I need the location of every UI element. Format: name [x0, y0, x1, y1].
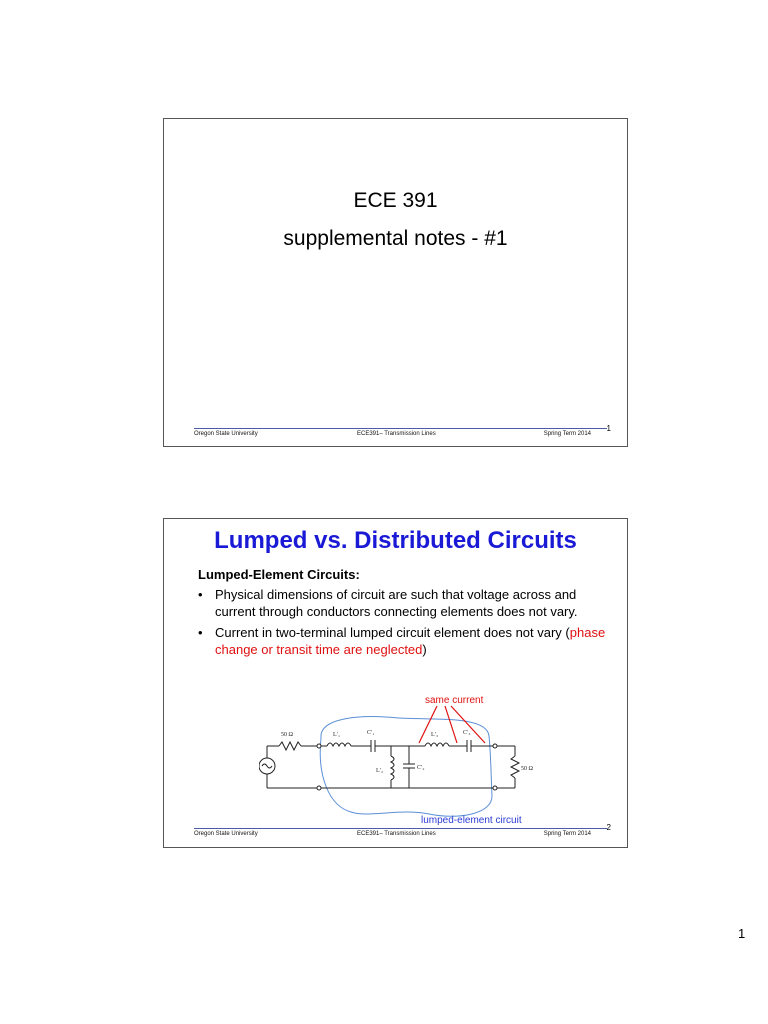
bullet-list [198, 586, 618, 662]
c3-label: C′₃ [463, 730, 471, 736]
slide-2-subheading: Lumped-Element Circuits: [198, 567, 360, 582]
slide-2-heading: Lumped vs. Distributed Circuits [214, 527, 577, 554]
lumped-circuit-diagram [259, 696, 539, 826]
c2-label: C′₂ [417, 765, 425, 771]
slide-1 [163, 118, 628, 447]
bullet-text-end: ) [422, 642, 427, 657]
bullet-item [198, 624, 618, 658]
l3-label: L′₃ [431, 732, 439, 738]
slide-1-number: 1 [606, 424, 611, 433]
bullet-text: Physical dimensions of circuit are such that voltage across and current through conductors connecting elements does not vary. [215, 587, 578, 619]
bullet-highlight: phase change or transit time are neglected [215, 625, 606, 657]
bullet-text: Current in two-terminal lumped circuit element does not vary ( [215, 625, 570, 640]
l1-label: L′₁ [333, 732, 341, 738]
footer-right: Spring Term 2014 [543, 831, 591, 837]
annotation-arrows [419, 706, 485, 743]
slide-1-footer-rule [194, 428, 607, 429]
slide-1-footer [164, 431, 627, 445]
slide-1-subtitle: supplemental notes - #1 [283, 227, 508, 250]
footer-left: Oregon State University [194, 431, 258, 437]
same-current-label: same current [425, 696, 484, 706]
bullet-dot: • [198, 587, 203, 602]
slide-2-number: 2 [606, 823, 611, 832]
bullet-item [198, 586, 618, 620]
slide-2-footer [164, 831, 627, 845]
l2-label: L′₂ [376, 768, 384, 774]
lumped-element-label: lumped-element circuit [421, 815, 522, 826]
footer-left: Oregon State University [194, 831, 258, 837]
load-resistor-label: 50 Ω [521, 766, 533, 772]
slide-1-title: ECE 391 [353, 189, 438, 212]
footer-center: ECE391– Transmission Lines [357, 831, 436, 837]
slide-2-footer-rule [194, 828, 607, 829]
component-labels [281, 730, 534, 774]
slide-2 [163, 518, 628, 848]
source-resistor-label: 50 Ω [281, 732, 293, 738]
c1-label: C′₁ [367, 730, 375, 736]
circuit-wires [259, 740, 519, 790]
footer-center: ECE391– Transmission Lines [357, 431, 436, 437]
page-number: 1 [738, 926, 746, 941]
footer-right: Spring Term 2014 [543, 431, 591, 437]
bullet-dot: • [198, 625, 203, 640]
